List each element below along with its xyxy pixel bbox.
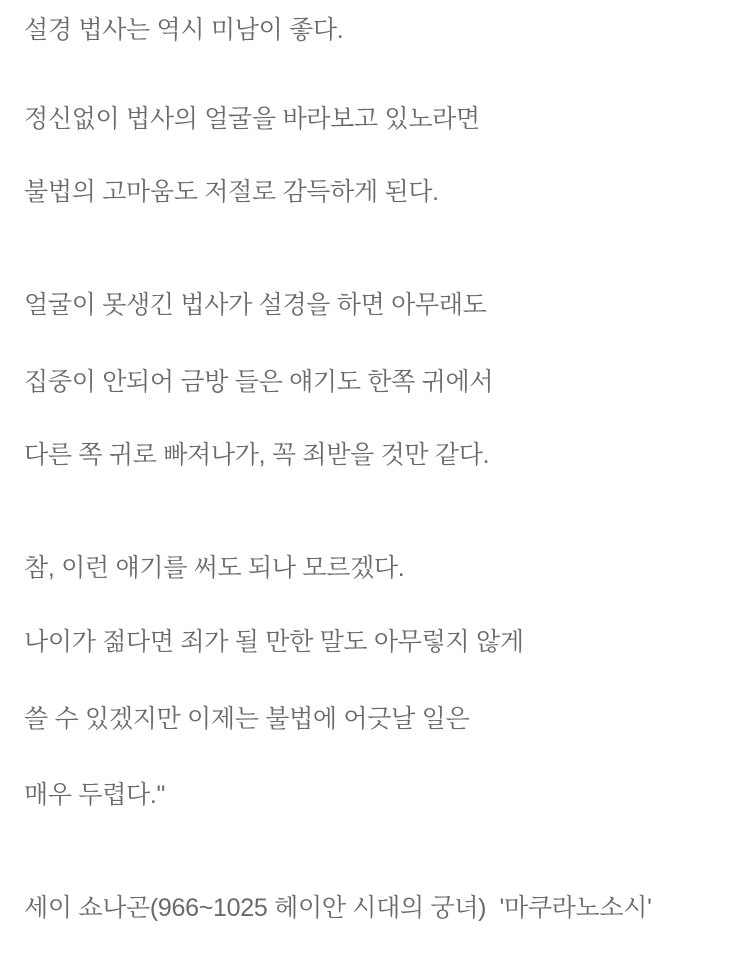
body-text-line: 집중이 안되어 금방 들은 얘기도 한쪽 귀에서 <box>24 368 494 396</box>
body-text-line: 참, 이런 얘기를 써도 되나 모르겠다. <box>24 554 405 582</box>
body-text-line: 설경 법사는 역시 미남이 좋다. <box>24 16 344 44</box>
body-text-line: 쓸 수 있겠지만 이제는 불법에 어긋날 일은 <box>24 705 470 733</box>
body-text-line: 불법의 고마움도 저절로 감득하게 된다. <box>24 178 439 206</box>
body-text-line: 얼굴이 못생긴 법사가 설경을 하면 아무래도 <box>24 291 487 319</box>
citation-line: 세이 쇼나곤(966~1025 헤이안 시대의 궁녀) '마쿠라노소시' <box>24 894 652 922</box>
body-text-line: 정신없이 법사의 얼굴을 바라보고 있노라면 <box>24 105 480 133</box>
body-text-line: 나이가 젊다면 죄가 될 만한 말도 아무렇지 않게 <box>24 628 524 656</box>
body-text-line: 매우 두렵다." <box>24 781 166 809</box>
body-text-line: 다른 쪽 귀로 빠져나가, 꼭 죄받을 것만 같다. <box>24 441 490 469</box>
